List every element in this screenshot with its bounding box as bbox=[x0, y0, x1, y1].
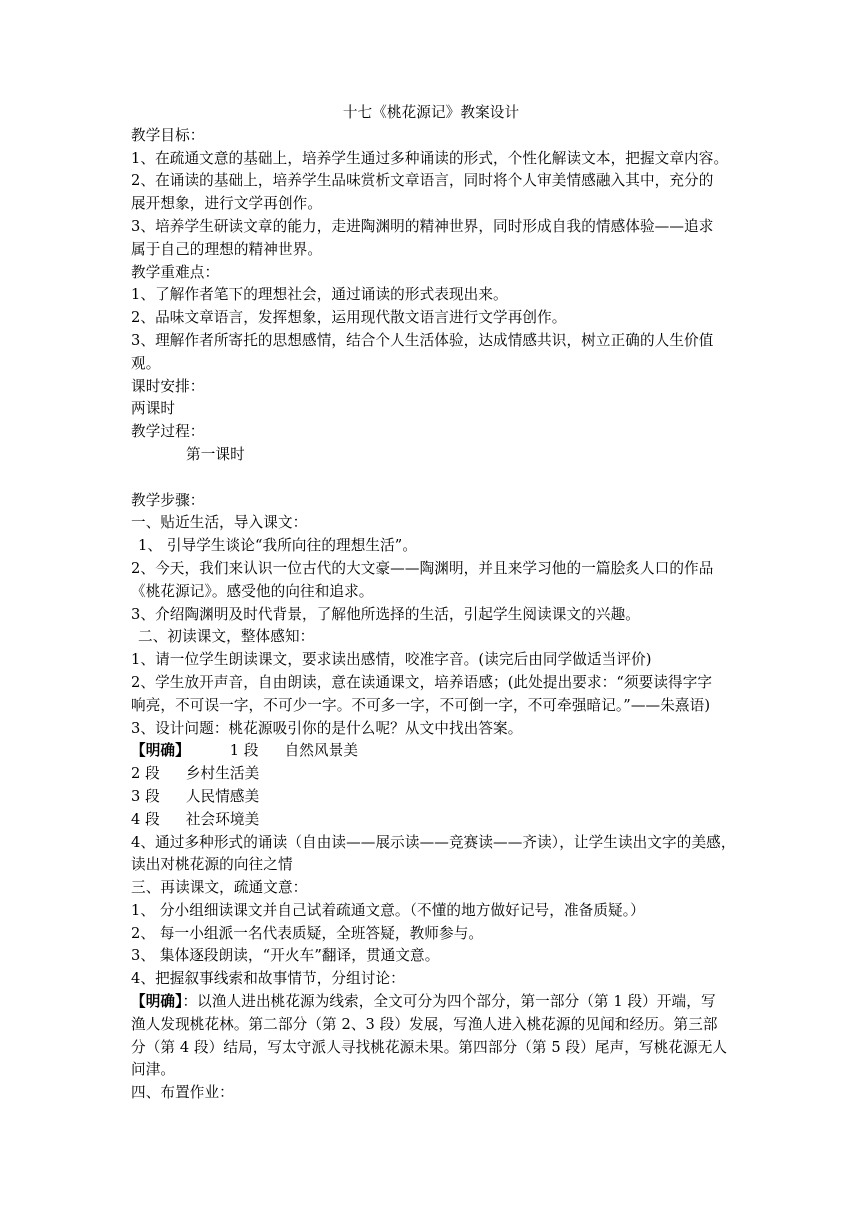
key-point-1: 1、了解作者笔下的理想社会，通过诵读的形式表现出来。 bbox=[131, 286, 508, 304]
section-3-item-1: 1、 分小组细读课文并自己试着疏通文意。（不懂的地方做好记号，准备质疑。） bbox=[131, 901, 645, 919]
answer-label: 【明确】 bbox=[131, 742, 190, 760]
section-2-item-1: 1、请一位学生朗读课文，要求读出感情，咬准字音。(读完后由同学做适当评价) bbox=[131, 651, 652, 669]
section-3-item-4: 4、把握叙事线索和故事情节，分组讨论： bbox=[131, 970, 405, 988]
answer-row-1 bbox=[131, 740, 731, 763]
lesson-1-heading: 第一课时 bbox=[186, 445, 245, 463]
paragraph-number: 2 段 bbox=[131, 765, 160, 783]
paragraph-theme: 社会环境美 bbox=[185, 810, 260, 828]
section-1-item-2-line-1: 2、今天，我们来认识一位古代的大文豪——陶渊明，并且来学习他的一篇脍炙人口的作品 bbox=[131, 559, 714, 577]
goal-3-line-2: 属于自己的理想的精神世界。 bbox=[131, 240, 323, 258]
section-2-item-2-line-2: 响亮，不可误一字，不可少一字。不可多一字，不可倒一字，不可牵强暗记。”——朱熹语) bbox=[131, 696, 711, 714]
paragraph-theme: 自然风景美 bbox=[284, 742, 359, 760]
schedule-text: 两课时 bbox=[131, 400, 176, 418]
section-3-item-2: 2、 每一小组派一名代表质疑，全班答疑，教师参与。 bbox=[131, 924, 484, 942]
section-2-item-4-line-2: 读出对桃花源的向往之情 bbox=[131, 856, 293, 874]
goal-1: 1、在疏通文意的基础上，培养学生通过多种诵读的形式，个性化解读文本，把握文章内容。 bbox=[131, 149, 729, 167]
goal-2-line-2: 展开想象，进行文学再创作。 bbox=[131, 195, 323, 213]
paragraph-number: 3 段 bbox=[131, 787, 160, 805]
goal-3-line-1: 3、培养学生研读文章的能力，走进陶渊明的精神世界，同时形成自我的情感体验——追求 bbox=[131, 217, 714, 235]
steps-heading: 教学步骤： bbox=[131, 491, 205, 509]
answer-2-line-4: 问津。 bbox=[131, 1061, 176, 1079]
document-body bbox=[131, 102, 736, 1105]
section-3-item-3: 3、 集体逐段朗读，“开火车”翻译，贯通文意。 bbox=[131, 947, 440, 965]
paragraph-theme: 乡村生活美 bbox=[185, 765, 260, 783]
section-1-item-1: 1、 引导学生谈论“我所向往的理想生活”。 bbox=[138, 537, 418, 555]
key-points-heading: 教学重难点： bbox=[131, 263, 220, 281]
section-2-item-4-line-1: 4、通过多种形式的诵读（自由读——展示读——竞赛读——齐读），让学生读出文字的美感， bbox=[131, 833, 736, 851]
section-3-heading: 三、再读课文，疏通文意： bbox=[131, 879, 308, 897]
answer-row-2 bbox=[131, 763, 731, 786]
answer-2-line-3: 分（第 4 段）结局，写太守派人寻找桃花源未果。第四部分（第 5 段）尾声，写桃花源无人 bbox=[131, 1038, 728, 1056]
section-2-item-2-line-1: 2、学生放开声音，自由朗读，意在读通课文，培养语感；(此处提出要求：“须要读得字字 bbox=[131, 673, 713, 691]
answer-text: ：以渔人进出桃花源为线索，全文可分为四个部分，第一部分（第 1 段）开端，写 bbox=[182, 993, 716, 1011]
page-title: 十七《桃花源记》教案设计 bbox=[342, 104, 520, 121]
goal-2-line-1: 2、在诵读的基础上，培养学生品味赏析文章语言，同时将个人审美情感融入其中，充分的 bbox=[131, 172, 714, 190]
answer-row-4 bbox=[131, 809, 731, 832]
process-heading: 教学过程： bbox=[131, 423, 205, 441]
section-2-item-3: 3、设计问题：桃花源吸引你的是什么呢？从文中找出答案。 bbox=[131, 719, 523, 737]
key-point-3-line-1: 3、理解作者所寄托的思想感情，结合个人生活体验，达成情感共识，树立正确的人生价值 bbox=[131, 331, 714, 349]
section-1-item-2-line-2: 《桃花源记》。感受他的向往和追求。 bbox=[131, 582, 374, 600]
schedule-heading: 课时安排： bbox=[131, 377, 205, 395]
answer-2-line-2: 渔人发现桃花林。第二部分（第 2、3 段）发展，写渔人进入桃花源的见闻和经历。第三部 bbox=[131, 1015, 718, 1033]
section-1-heading: 一、贴近生活，导入课文： bbox=[131, 514, 308, 532]
answer-2-line-1 bbox=[131, 991, 731, 1014]
answer-row-3 bbox=[131, 786, 731, 809]
key-point-2: 2、品味文章语言，发挥想象，运用现代散文语言进行文学再创作。 bbox=[131, 309, 567, 327]
answer-label: 【明确】 bbox=[131, 993, 183, 1011]
section-1-item-3: 3、介绍陶渊明及时代背景，了解他所选择的生活，引起学生阅读课文的兴趣。 bbox=[131, 605, 640, 623]
goals-heading: 教学目标： bbox=[131, 126, 205, 144]
section-4-heading: 四、布置作业： bbox=[131, 1084, 234, 1102]
paragraph-theme: 人民情感美 bbox=[185, 787, 260, 805]
paragraph-number: 1 段 bbox=[229, 742, 259, 760]
blank-line bbox=[131, 467, 731, 490]
paragraph-number: 4 段 bbox=[131, 810, 160, 828]
section-2-heading: 二、初读课文，整体感知： bbox=[138, 628, 315, 646]
key-point-3-line-2: 观。 bbox=[131, 354, 161, 372]
